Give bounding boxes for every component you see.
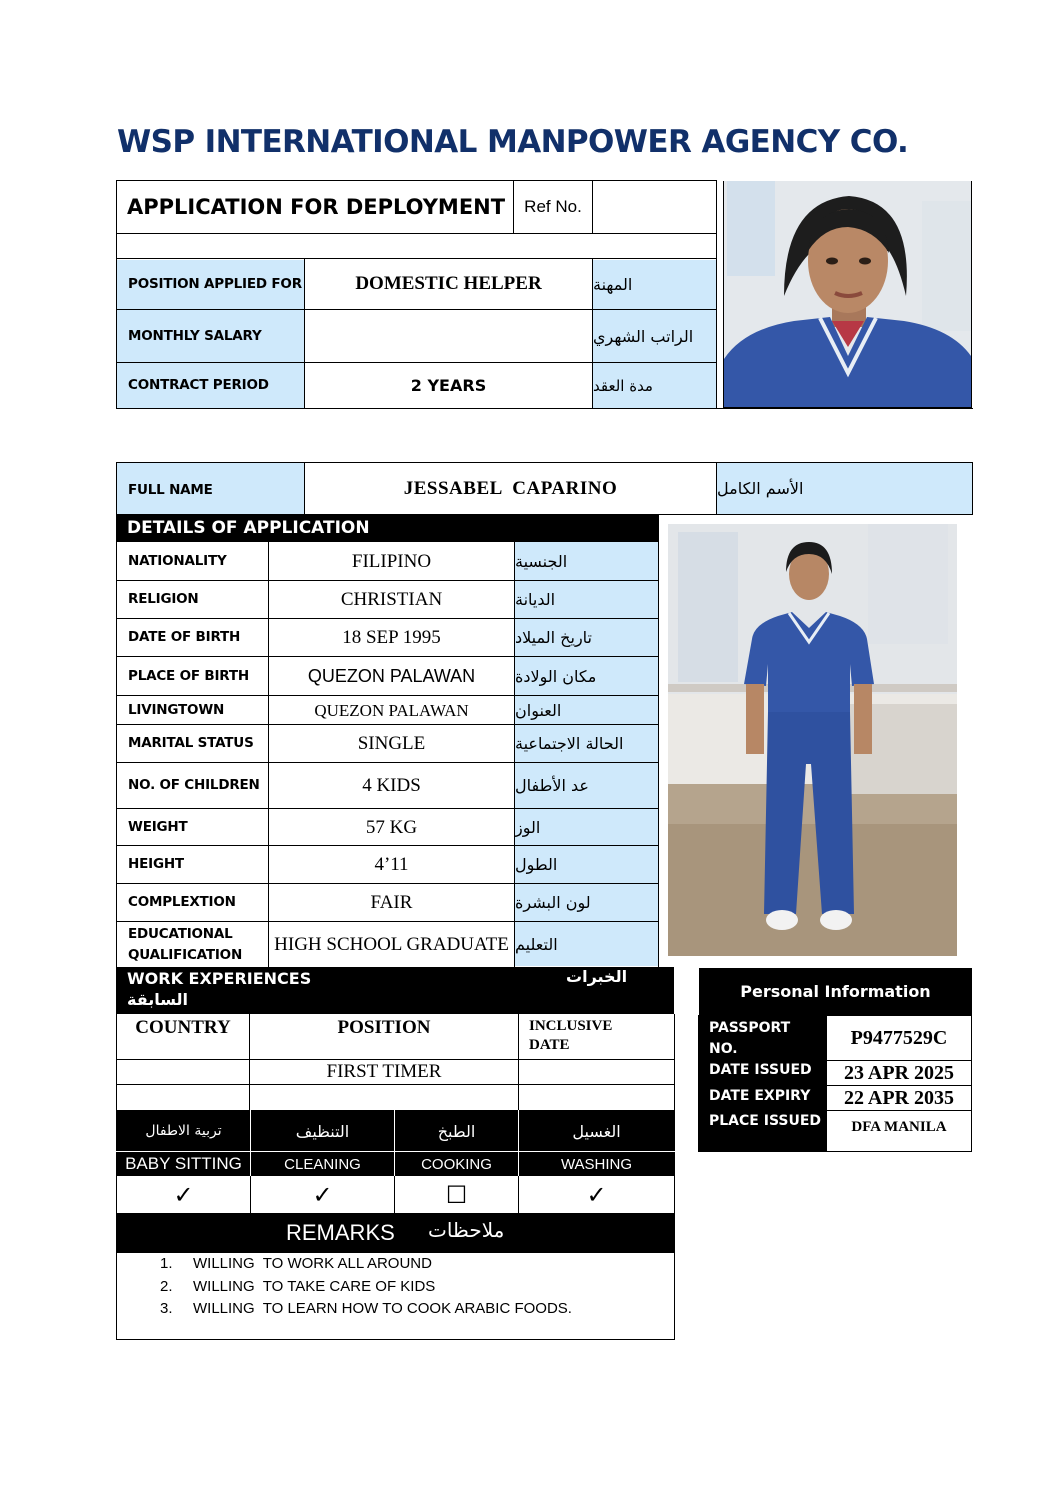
personal-heading: Personal Information bbox=[740, 982, 931, 1001]
date-expiry-value: 22 APR 2035 bbox=[844, 1086, 954, 1109]
salary-ar: الراتب الشهري bbox=[593, 326, 694, 346]
detail-label: HEIGHT bbox=[128, 856, 184, 872]
position-label: POSITION APPLIED FOR bbox=[128, 275, 302, 292]
contract-value: 2 YEARS bbox=[410, 376, 487, 395]
detail-label: DATE OF BIRTH bbox=[128, 629, 241, 645]
headshot-photo bbox=[723, 181, 972, 408]
detail-ar: الديانة bbox=[515, 590, 556, 609]
detail-label: COMPLEXTION bbox=[128, 894, 236, 910]
detail-value: 4 KIDS bbox=[362, 775, 421, 796]
contract-label: CONTRACT PERIOD bbox=[128, 377, 269, 393]
date-expiry-label: DATE EXPIRY bbox=[709, 1088, 811, 1104]
detail-ar: تاريخ الميلاد bbox=[515, 628, 592, 647]
detail-value: CHRISTIAN bbox=[340, 589, 443, 610]
work-col-country: COUNTRY bbox=[135, 1017, 231, 1038]
skill-check-washing[interactable]: ✓ bbox=[586, 1181, 607, 1209]
work-col-position: POSITION bbox=[337, 1017, 431, 1038]
skill-check-cleaning[interactable]: ✓ bbox=[312, 1181, 333, 1209]
detail-ar: الوز bbox=[515, 817, 541, 837]
work-row-date bbox=[519, 1060, 674, 1084]
ref-label: Ref No. bbox=[524, 197, 582, 216]
detail-value: 57 KG bbox=[365, 816, 418, 838]
skill-ar: الطبخ bbox=[437, 1121, 476, 1141]
detail-value: QUEZON PALAWAN bbox=[314, 700, 469, 720]
detail-value: 18 SEP 1995 bbox=[342, 627, 441, 648]
salary-label: MONTHLY SALARY bbox=[128, 327, 262, 344]
remark-num: 1. bbox=[160, 1255, 173, 1272]
remark-num: 2. bbox=[160, 1278, 173, 1295]
ref-value[interactable] bbox=[593, 181, 715, 233]
full-name-label: FULL NAME bbox=[128, 482, 213, 498]
detail-value: QUEZON PALAWAN bbox=[307, 665, 476, 686]
work-heading-ar: الخبرات bbox=[566, 967, 628, 986]
remark-text: WILLING TO TAKE CARE OF KIDS bbox=[193, 1278, 436, 1295]
detail-ar: الطول bbox=[515, 855, 558, 874]
work-col-date: INCLUSIVE DATE bbox=[529, 1018, 613, 1053]
detail-ar: الحالة الاجتماعية bbox=[515, 734, 624, 753]
passport-label: PASSPORT NO. bbox=[709, 1020, 791, 1057]
salary-value bbox=[305, 310, 592, 362]
detail-ar: لون البشرة bbox=[515, 893, 591, 912]
detail-value: HIGH SCHOOL GRADUATE bbox=[274, 934, 509, 955]
detail-value: FAIR bbox=[370, 892, 413, 913]
position-value: DOMESTIC HELPER bbox=[355, 273, 542, 294]
detail-label: MARITAL STATUS bbox=[128, 735, 254, 751]
full-name-value: JESSABEL CAPARINO bbox=[403, 477, 618, 499]
date-issued-value: 23 APR 2025 bbox=[844, 1061, 954, 1084]
contract-ar: مدة العقد bbox=[593, 376, 653, 395]
detail-label: PLACE OF BIRTH bbox=[128, 667, 249, 684]
detail-label: RELIGION bbox=[128, 591, 199, 607]
detail-ar: العنوان bbox=[515, 700, 562, 720]
fullbody-photo bbox=[668, 524, 957, 956]
work-row-date bbox=[519, 1085, 674, 1110]
skill-ar: التنظيف bbox=[295, 1121, 350, 1141]
skill-check-babysitting[interactable]: ✓ bbox=[173, 1181, 194, 1209]
agency-title: WSP INTERNATIONAL MANPOWER AGENCY CO. bbox=[117, 124, 909, 160]
remarks-heading-ar: ملاحظات bbox=[428, 1218, 505, 1242]
skill-check-cooking[interactable]: ☐ bbox=[445, 1181, 468, 1209]
skill-label: CLEANING bbox=[284, 1155, 361, 1173]
skill-ar: الغسيل bbox=[572, 1121, 621, 1141]
work-row-country bbox=[117, 1060, 249, 1084]
detail-value: FILIPINO bbox=[351, 550, 432, 572]
detail-ar: عد الأطفال bbox=[515, 776, 589, 795]
place-issued-label: PLACE ISSUED bbox=[709, 1113, 822, 1129]
detail-label: NATIONALITY bbox=[128, 552, 227, 569]
place-issued-value: DFA MANILA bbox=[851, 1118, 947, 1135]
work-row-country bbox=[117, 1085, 249, 1110]
work-heading: WORK EXPERIENCES bbox=[127, 969, 312, 988]
work-row-position: FIRST TIMER bbox=[326, 1061, 442, 1082]
position-ar: المهنة bbox=[593, 274, 633, 294]
detail-label: LIVINGTOWN bbox=[128, 701, 225, 718]
remarks-heading: REMARKS bbox=[286, 1220, 395, 1245]
date-issued-label: DATE ISSUED bbox=[709, 1062, 812, 1078]
detail-ar: مكان الولادة bbox=[515, 666, 597, 686]
details-heading: DETAILS OF APPLICATION bbox=[127, 518, 370, 538]
skill-ar: تربية الاطفال bbox=[145, 1123, 222, 1139]
remark-num: 3. bbox=[160, 1300, 173, 1317]
application-title: APPLICATION FOR DEPLOYMENT bbox=[127, 195, 506, 219]
detail-value: 4’11 bbox=[374, 854, 409, 875]
full-name-ar: الأسم الكامل bbox=[717, 479, 804, 498]
work-heading-ar-2: السابقة bbox=[127, 990, 189, 1009]
remark-text: WILLING TO LEARN HOW TO COOK ARABIC FOODS. bbox=[193, 1300, 572, 1317]
skill-label: BABY SITTING bbox=[125, 1154, 242, 1173]
detail-value: SINGLE bbox=[357, 733, 426, 754]
passport-value: P9477529C bbox=[850, 1026, 948, 1049]
detail-label: WEIGHT bbox=[128, 818, 188, 835]
detail-ar: الجنسية bbox=[515, 551, 568, 571]
skill-label: COOKING bbox=[421, 1155, 492, 1173]
skill-label: WASHING bbox=[560, 1155, 633, 1173]
detail-label: EDUCATIONAL QUALIFICATION bbox=[128, 925, 243, 963]
remark-text: WILLING TO WORK ALL AROUND bbox=[193, 1255, 432, 1272]
work-row-position bbox=[250, 1085, 518, 1110]
detail-label: NO. OF CHILDREN bbox=[128, 777, 260, 793]
detail-ar: التعليم bbox=[515, 935, 558, 954]
